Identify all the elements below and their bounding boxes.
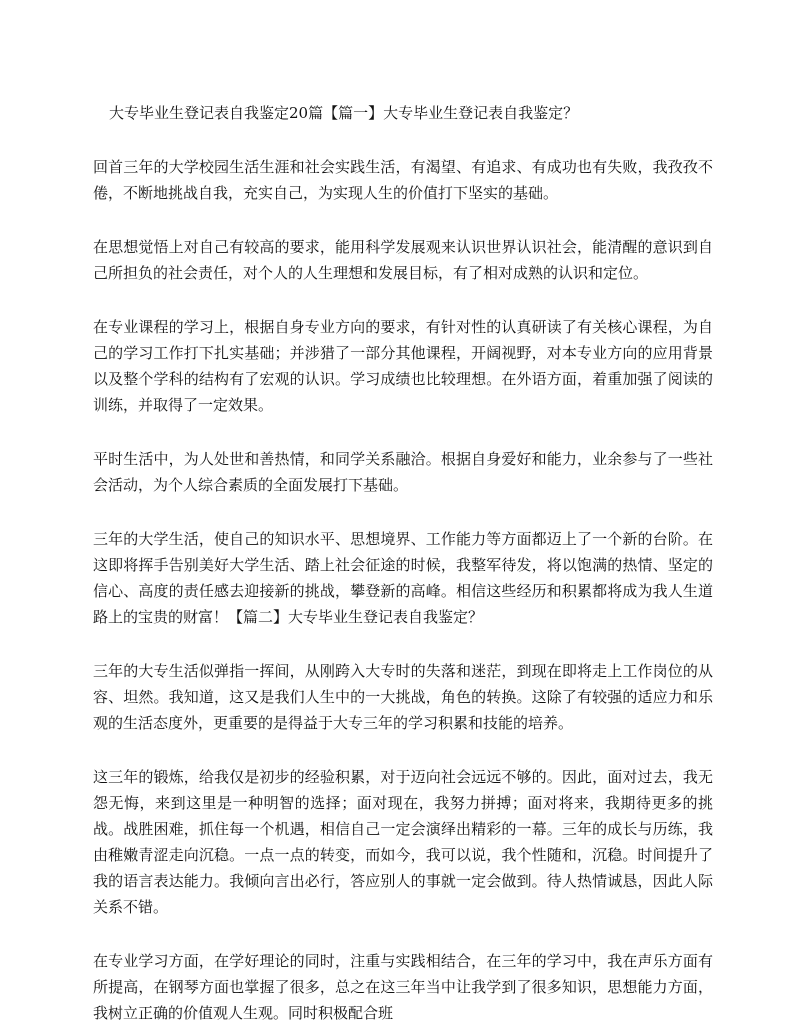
paragraph-8: 在专业学习方面，在学好理论的同时，注重与实践相结合，在三年的学习中，我在声乐方面有所提高，在钢琴方面也掌握了很多，总之在这三年当中让我学到了很多知识，思想能力方面，我树立正确的价值观人生观。同时积极配合班 [93, 952, 713, 1022]
paragraph-6: 三年的大专生活似弹指一挥间，从刚跨入大专时的失落和迷茫，到现在即将走上工作岗位的从容、坦然。我知道，这又是我们人生中的一大挑战，角色的转换。这除了有较强的适应力和乐观的生活态度外，更重要的是得益于大专三年的学习积累和技能的培养。 [93, 662, 713, 732]
paragraph-1: 回首三年的大学校园生活生涯和社会实践生活，有渴望、有追求、有成功也有失败，我孜孜不倦，不断地挑战自我，充实自己，为实现人生的价值打下坚实的基础。 [93, 158, 713, 202]
paragraph-4: 平时生活中，为人处世和善热情，和同学关系融洽。根据自身爱好和能力，业余参与了一些社会活动，为个人综合素质的全面发展打下基础。 [93, 450, 713, 494]
paragraph-3: 在专业课程的学习上，根据自身专业方向的要求，有针对性的认真研读了有关核心课程，为自己的学习工作打下扎实基础；并涉猎了一部分其他课程，开阔视野，对本专业方向的应用背景以及整个学科的结构有了宏观的认识。学习成绩也比较理想。在外语方面，着重加强了阅读的训练，并取得了一定效果。 [93, 318, 713, 414]
document-page [93, 100, 713, 1026]
paragraph-2: 在思想觉悟上对自己有较高的要求，能用科学发展观来认识世界认识社会，能清醒的意识到自己所担负的社会责任，对个人的人生理想和发展目标，有了相对成熟的认识和定位。 [93, 238, 713, 282]
paragraph-7: 这三年的锻炼，给我仅是初步的经验积累，对于迈向社会远远不够的。因此，面对过去，我无怨无悔，来到这里是一种明智的选择；面对现在，我努力拼搏；面对将来，我期待更多的挑战。战胜困难，抓住每一个机遇，相信自己一定会演绎出精彩的一幕。三年的成长与历练，我由稚嫩青涩走向沉稳。一点一点的转变，而如今，我可以说，我个性随和，沉稳。时间提升了我的语言表达能力。我倾向言出必行，答应别人的事就一定会做到。待人热情诚恳，因此人际关系不错。 [93, 768, 713, 916]
paragraph-5: 三年的大学生活，使自己的知识水平、思想境界、工作能力等方面都迈上了一个新的台阶。在这即将挥手告别美好大学生活、踏上社会征途的时候，我整军待发，将以饱满的热情、坚定的信心、高度的责任感去迎接新的挑战，攀登新的高峰。相信这些经历和积累都将成为我人生道路上的宝贵的财富！【篇二】大专毕业生登记表自我鉴定？ [93, 530, 713, 626]
document-title: 大专毕业生登记表自我鉴定20篇【篇一】大专毕业生登记表自我鉴定？ [109, 104, 579, 122]
